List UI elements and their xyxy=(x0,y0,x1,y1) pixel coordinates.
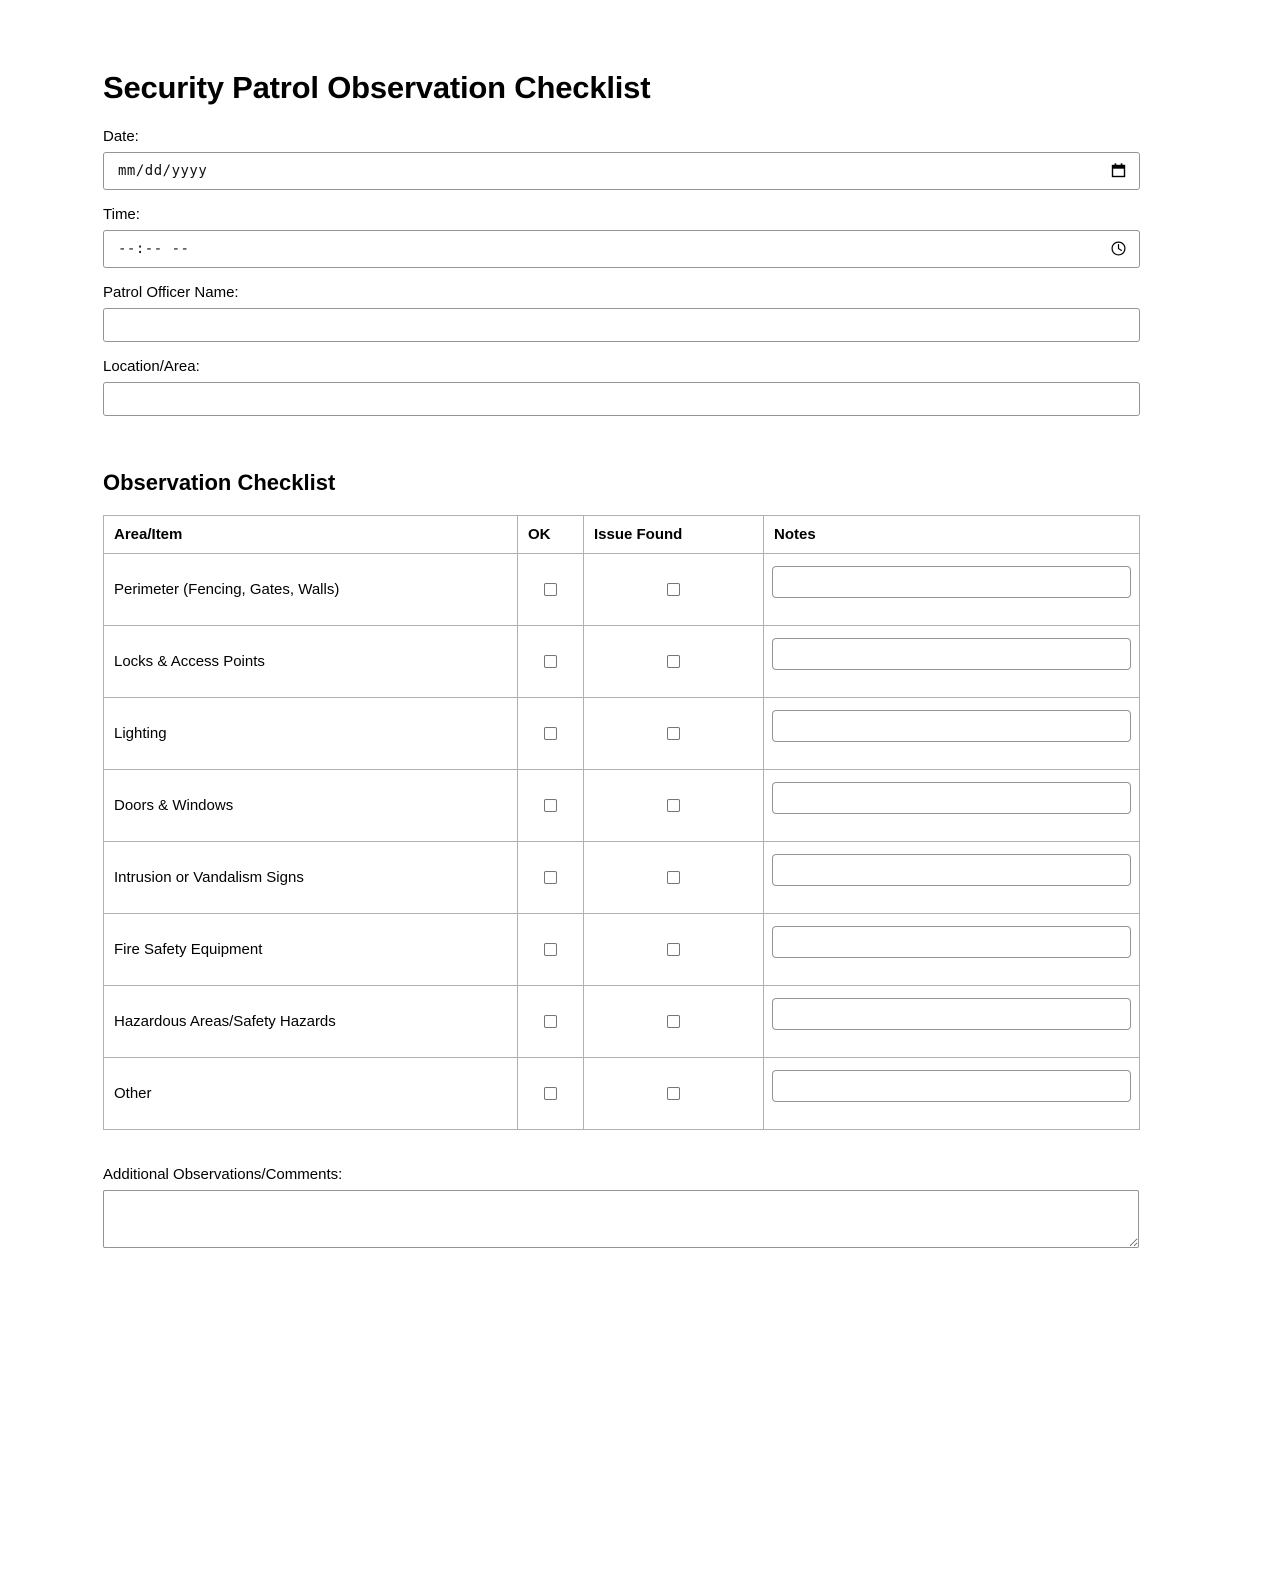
row-notes-cell xyxy=(764,1057,1140,1129)
notes-input[interactable] xyxy=(772,854,1131,886)
issue-found-checkbox[interactable] xyxy=(667,655,680,668)
comments-block xyxy=(103,1166,1140,1248)
issue-found-checkbox[interactable] xyxy=(667,1015,680,1028)
table-row xyxy=(104,841,1140,913)
row-area-label: Hazardous Areas/Safety Hazards xyxy=(104,985,518,1057)
row-issue-cell xyxy=(584,769,764,841)
comments-label: Additional Observations/Comments: xyxy=(103,1165,343,1183)
ok-checkbox[interactable] xyxy=(544,655,557,668)
row-ok-cell xyxy=(518,1057,584,1129)
row-notes-cell xyxy=(764,697,1140,769)
row-ok-cell xyxy=(518,913,584,985)
row-area-label: Perimeter (Fencing, Gates, Walls) xyxy=(104,553,518,625)
time-input[interactable] xyxy=(103,230,1140,268)
row-issue-cell xyxy=(584,1057,764,1129)
location-label: Location/Area: xyxy=(103,357,200,375)
row-notes-cell xyxy=(764,985,1140,1057)
row-issue-cell xyxy=(584,841,764,913)
ok-checkbox[interactable] xyxy=(544,871,557,884)
table-row xyxy=(104,697,1140,769)
clock-icon[interactable] xyxy=(1110,240,1127,257)
date-placeholder-text: mm/dd/yyyy xyxy=(118,162,208,179)
row-area-label: Other xyxy=(104,1057,518,1129)
row-notes-cell xyxy=(764,769,1140,841)
issue-found-checkbox[interactable] xyxy=(667,583,680,596)
table-header-row xyxy=(104,515,1140,553)
issue-found-checkbox[interactable] xyxy=(667,1087,680,1100)
issue-found-checkbox[interactable] xyxy=(667,871,680,884)
calendar-icon[interactable] xyxy=(1110,162,1127,179)
time-label: Time: xyxy=(103,205,140,223)
row-ok-cell xyxy=(518,841,584,913)
time-field-block xyxy=(103,206,1140,268)
date-label: Date: xyxy=(103,127,139,145)
row-area-label: Locks & Access Points xyxy=(104,625,518,697)
issue-found-checkbox[interactable] xyxy=(667,799,680,812)
ok-checkbox[interactable] xyxy=(544,1015,557,1028)
row-ok-cell xyxy=(518,553,584,625)
row-ok-cell xyxy=(518,697,584,769)
ok-checkbox[interactable] xyxy=(544,943,557,956)
row-issue-cell xyxy=(584,697,764,769)
officer-label: Patrol Officer Name: xyxy=(103,283,239,301)
table-row xyxy=(104,769,1140,841)
notes-input[interactable] xyxy=(772,566,1131,598)
row-issue-cell xyxy=(584,625,764,697)
row-area-label: Doors & Windows xyxy=(104,769,518,841)
row-area-label: Intrusion or Vandalism Signs xyxy=(104,841,518,913)
table-row xyxy=(104,1057,1140,1129)
row-notes-cell xyxy=(764,913,1140,985)
notes-input[interactable] xyxy=(772,926,1131,958)
checklist-heading: Observation Checklist xyxy=(103,469,336,495)
row-issue-cell xyxy=(584,553,764,625)
date-input[interactable] xyxy=(103,152,1140,190)
observation-checklist-table xyxy=(103,515,1140,1130)
page-title: Security Patrol Observation Checklist xyxy=(103,70,651,105)
location-area-input[interactable] xyxy=(103,382,1140,416)
row-notes-cell xyxy=(764,553,1140,625)
row-area-label: Lighting xyxy=(104,697,518,769)
ok-checkbox[interactable] xyxy=(544,1087,557,1100)
ok-checkbox[interactable] xyxy=(544,583,557,596)
row-ok-cell xyxy=(518,769,584,841)
row-area-label: Fire Safety Equipment xyxy=(104,913,518,985)
table-row xyxy=(104,553,1140,625)
officer-name-input[interactable] xyxy=(103,308,1140,342)
table-row xyxy=(104,913,1140,985)
notes-input[interactable] xyxy=(772,998,1131,1030)
time-placeholder-text: --:-- -- xyxy=(118,240,190,257)
ok-checkbox[interactable] xyxy=(544,727,557,740)
column-header-ok: OK xyxy=(518,515,584,553)
row-notes-cell xyxy=(764,625,1140,697)
notes-input[interactable] xyxy=(772,638,1131,670)
notes-input[interactable] xyxy=(772,1070,1131,1102)
checklist-rows xyxy=(104,553,1140,1129)
ok-checkbox[interactable] xyxy=(544,799,557,812)
column-header-notes: Notes xyxy=(764,515,1140,553)
row-issue-cell xyxy=(584,913,764,985)
column-header-issue: Issue Found xyxy=(584,515,764,553)
row-ok-cell xyxy=(518,625,584,697)
officer-field-block xyxy=(103,284,1140,342)
notes-input[interactable] xyxy=(772,710,1131,742)
date-field-block xyxy=(103,128,1140,190)
notes-input[interactable] xyxy=(772,782,1131,814)
issue-found-checkbox[interactable] xyxy=(667,727,680,740)
row-notes-cell xyxy=(764,841,1140,913)
table-row xyxy=(104,625,1140,697)
table-row xyxy=(104,985,1140,1057)
additional-comments-textarea[interactable] xyxy=(103,1190,1139,1248)
column-header-area: Area/Item xyxy=(104,515,518,553)
location-field-block xyxy=(103,358,1140,416)
row-ok-cell xyxy=(518,985,584,1057)
row-issue-cell xyxy=(584,985,764,1057)
issue-found-checkbox[interactable] xyxy=(667,943,680,956)
